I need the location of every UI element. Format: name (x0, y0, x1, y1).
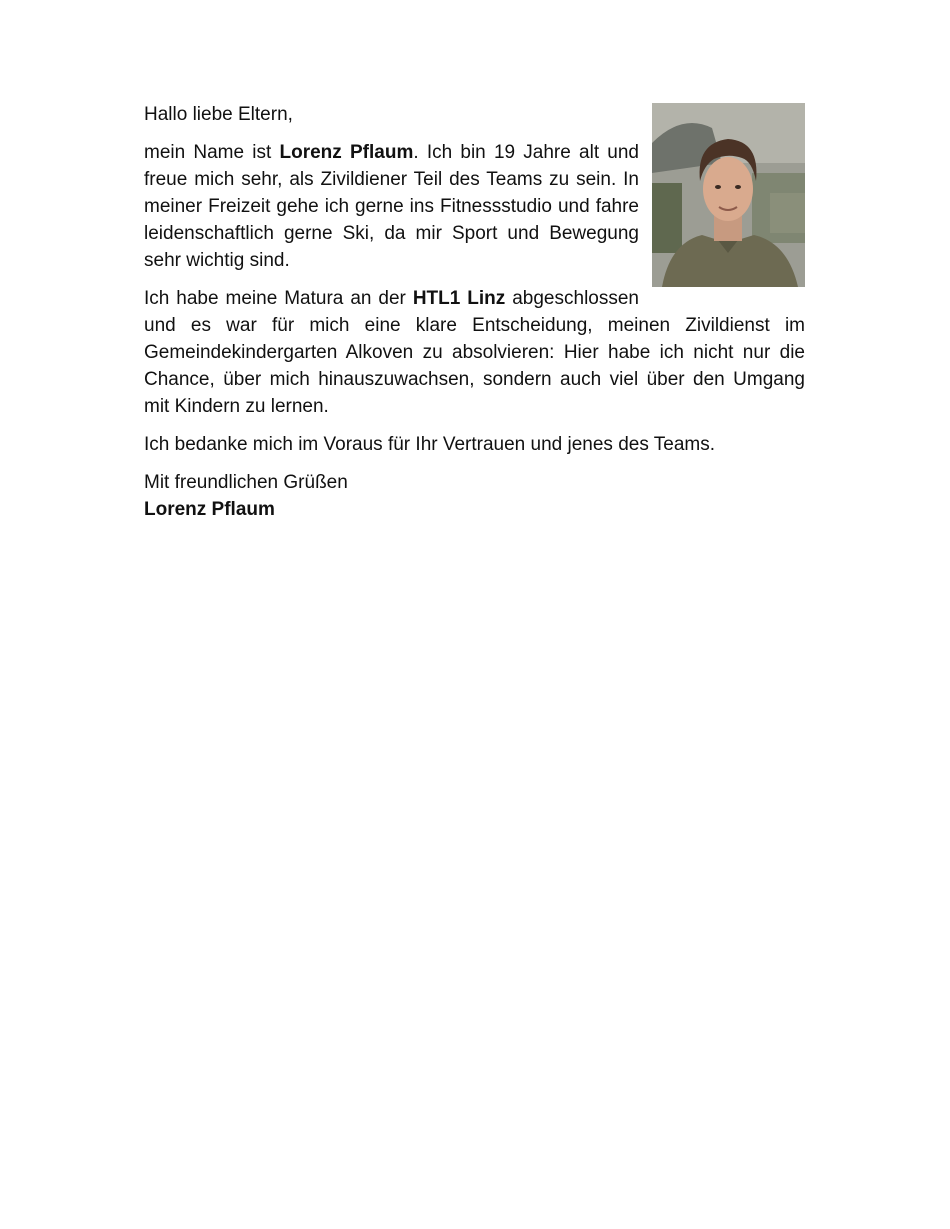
signature-name: Lorenz Pflaum (144, 499, 275, 520)
author-name: Lorenz Pflaum (279, 142, 414, 163)
portrait-photo (652, 103, 805, 287)
greeting: Hallo liebe Eltern, (144, 104, 293, 125)
school-name: HTL1 Linz (412, 288, 506, 309)
letter-page (144, 101, 805, 523)
signature (144, 496, 805, 523)
education-text-end: abgeschlossen und es war für mich eine klare Entscheidung, meinen Zivildienst im Gemeindekindergarten Alkoven zu absolvieren: Hier habe ich nicht nur die Chance, über mich hinauszuwachsen, sondern auch viel über den Umgang mit Kindern zu lernen. (144, 288, 805, 417)
education-paragraph (144, 285, 805, 420)
thanks-paragraph: Ich bedanke mich im Voraus für Ihr Vertrauen und jenes des Teams. (144, 434, 716, 455)
intro-text-end: . Ich bin 19 Jahre alt und freue mich sehr, als Zivildiener Teil des Teams zu sein. In meiner Freizeit gehe ich gerne ins Fitnessstudio und fahre leidenschaftlich gerne Ski, da mir Sport und Bewegung sehr wichtig sind. (144, 142, 640, 271)
closing-phrase: Mit freundlichen Grüßen (144, 472, 348, 493)
intro-text-start: mein Name ist (144, 142, 280, 163)
education-text-start: Ich habe meine Matura an der (144, 288, 413, 309)
